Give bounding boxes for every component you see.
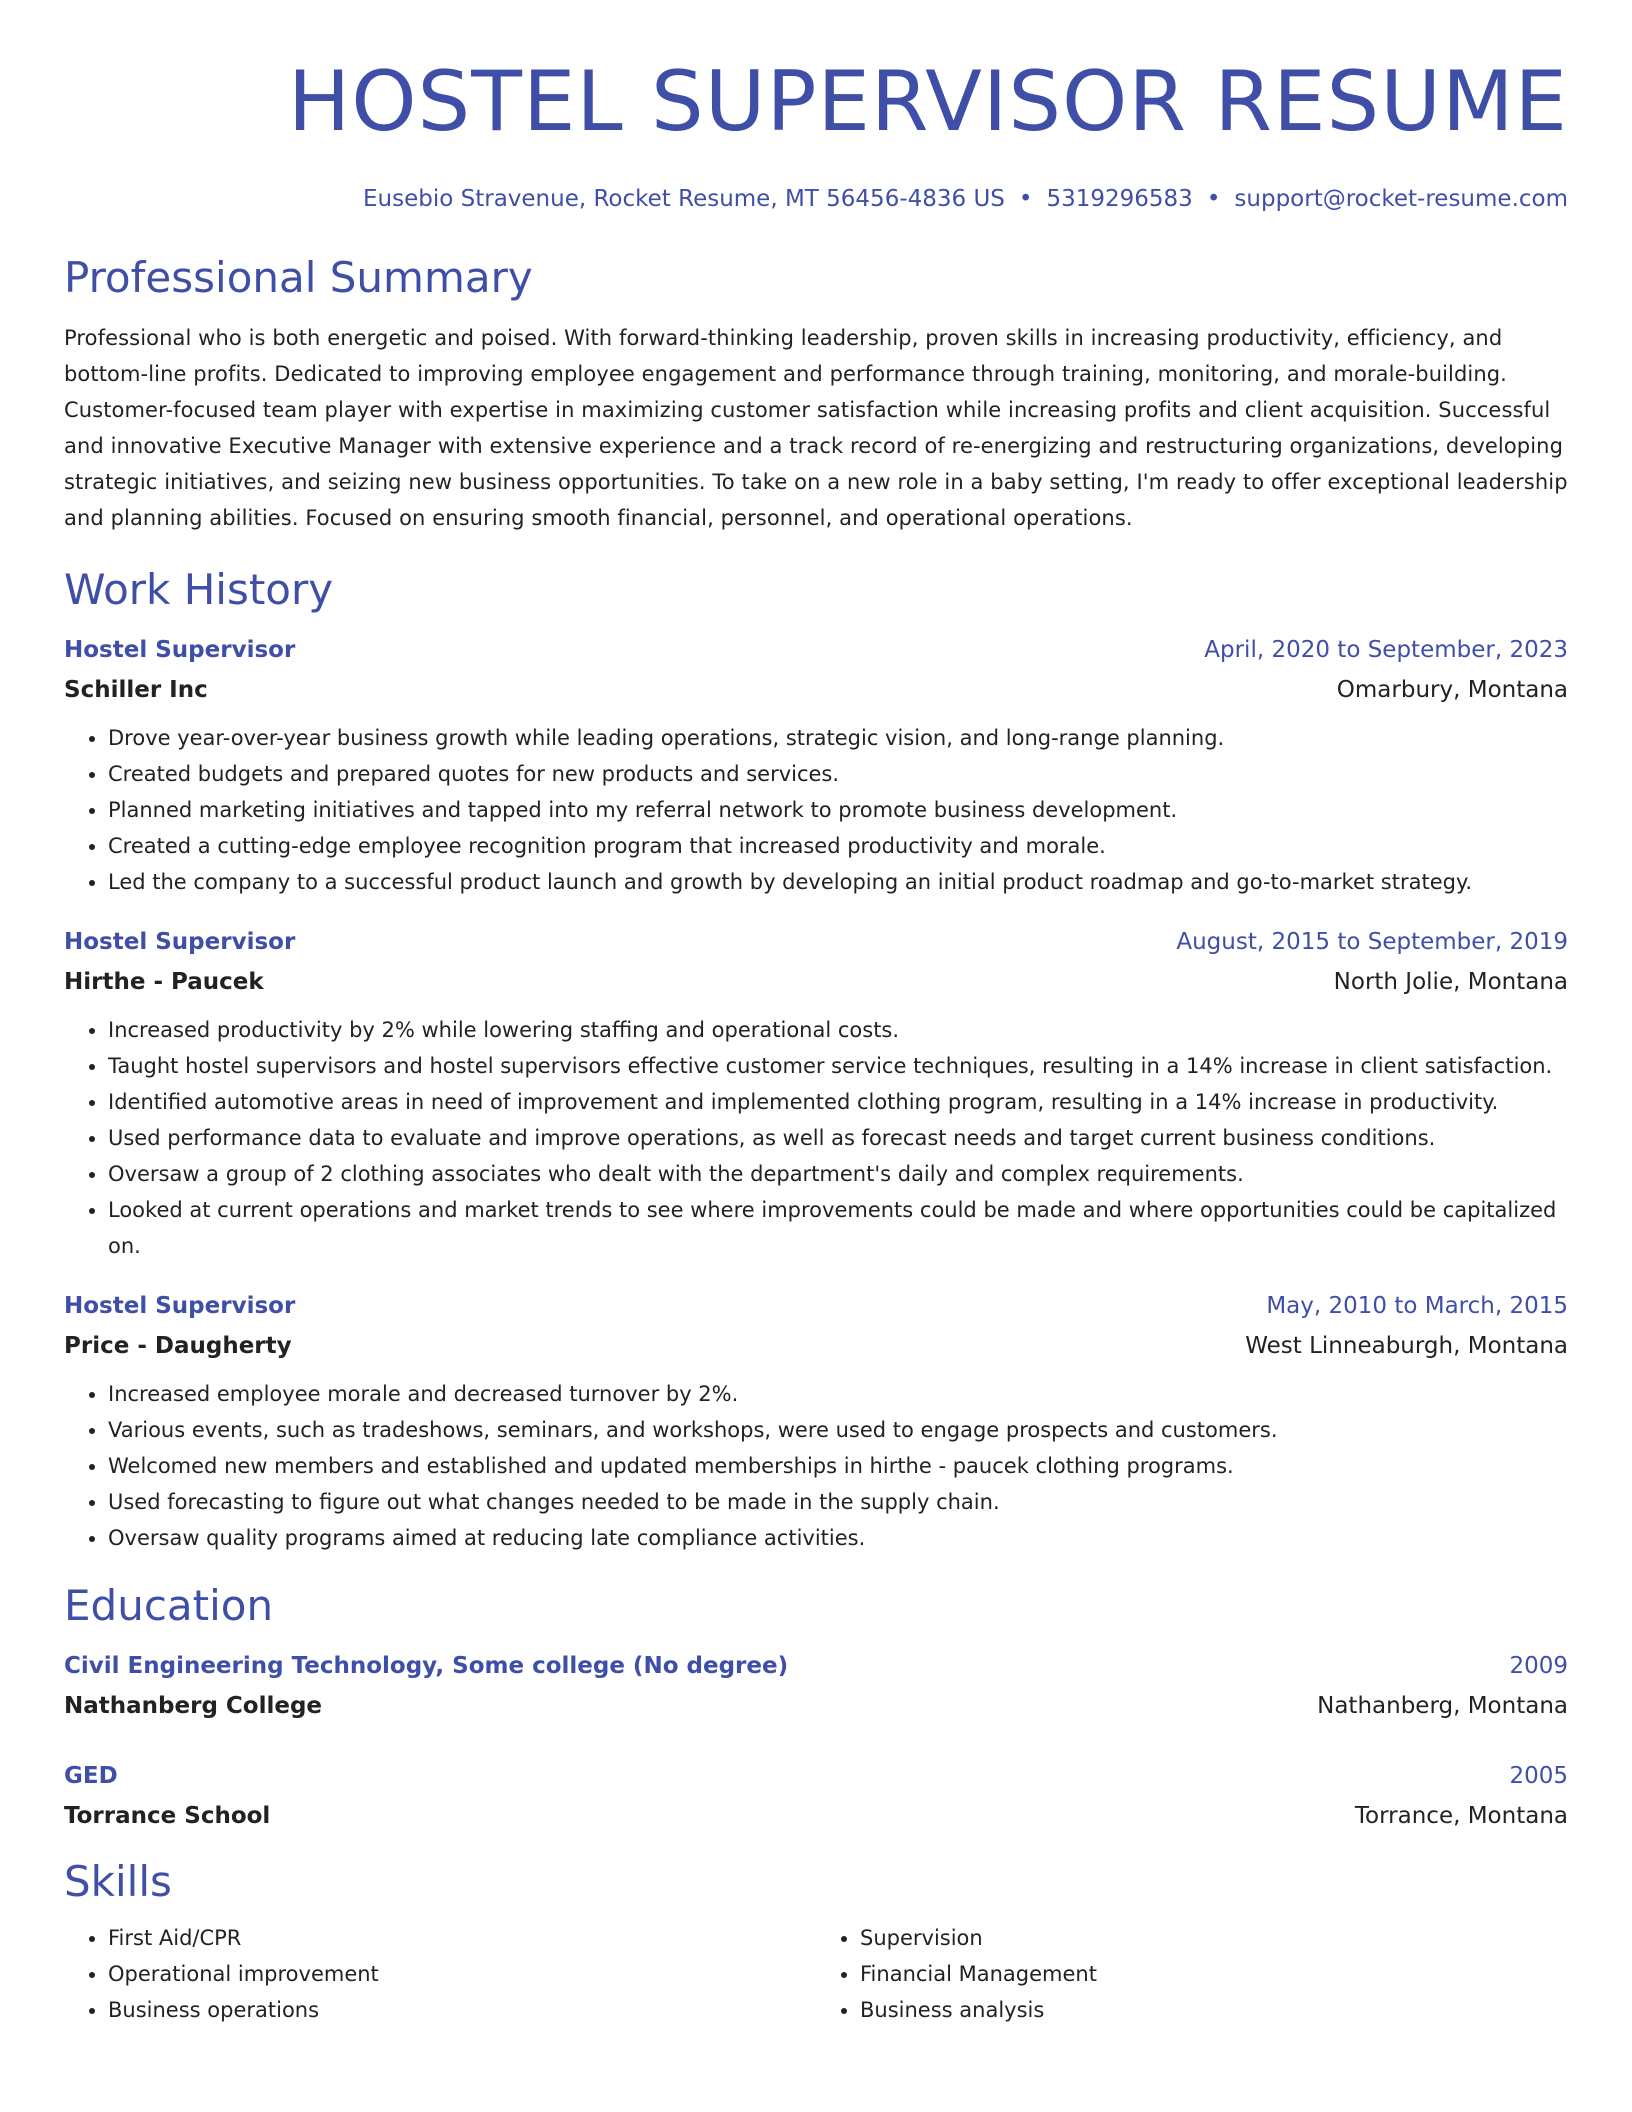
job-location: Omarbury, Montana (1336, 677, 1568, 703)
job-bullet: • Taught hostel supervisors and hostel supervisors effective customer service techniques, resulting in a 14% increase in client satisfaction. (108, 1048, 1568, 1084)
contact-phone: 5319296583 (1046, 186, 1193, 212)
job-bullet: • Led the company to a successful product launch and growth by developing an initial product roadmap and go-to-market strategy. (108, 864, 1568, 900)
resume-title: HOSTEL SUPERVISOR RESUME (287, 53, 1568, 150)
education-entry (64, 1756, 1568, 1836)
job-bullet: • Oversaw quality programs aimed at reducing late compliance activities. (108, 1520, 1568, 1556)
job-entry (64, 922, 1568, 1264)
job-bullet: • Identified automotive areas in need of improvement and implemented clothing program, resulting in a 14% increase in productivity. (108, 1084, 1568, 1120)
job-bullet: • Looked at current operations and market trends to see where improvements could be made and where opportunities could be capitalized on. (108, 1192, 1568, 1264)
contact-line (64, 184, 1568, 214)
education-degree: GED (64, 1763, 118, 1789)
skill-item: • Supervision (860, 1920, 1568, 1956)
contact-address: Eusebio Stravenue, Rocket Resume, MT 56456-4836 US (363, 186, 1005, 212)
skill-item: • Financial Management (860, 1956, 1568, 1992)
education-school: Torrance School (64, 1803, 271, 1829)
job-bullet: • Various events, such as tradeshows, seminars, and workshops, were used to engage prospects and customers. (108, 1412, 1568, 1448)
job-bullet: • Welcomed new members and established and updated memberships in hirthe - paucek clothing programs. (108, 1448, 1568, 1484)
skill-item: • Business operations (108, 1992, 816, 2028)
job-bullet: • Increased productivity by 2% while lowering staffing and operational costs. (108, 1012, 1568, 1048)
education-year: 2009 (1509, 1653, 1568, 1679)
resume-header (64, 0, 1568, 214)
job-entry (64, 630, 1568, 900)
job-company: Price - Daugherty (64, 1333, 292, 1359)
job-entry (64, 1286, 1568, 1556)
skills-list (64, 1920, 1568, 2028)
job-bullet: • Used forecasting to figure out what changes needed to be made in the supply chain. (108, 1484, 1568, 1520)
job-bullet: • Used performance data to evaluate and improve operations, as well as forecast needs and target current business conditions. (108, 1120, 1568, 1156)
skill-item: • Business analysis (860, 1992, 1568, 2028)
education-heading: Education (64, 1581, 274, 1630)
contact-separator: • (1018, 186, 1033, 212)
job-role: Hostel Supervisor (64, 637, 296, 663)
education-location: Torrance, Montana (1354, 1803, 1568, 1829)
job-bullet: • Planned marketing initiatives and tapped into my referral network to promote business development. (108, 792, 1568, 828)
job-role: Hostel Supervisor (64, 929, 296, 955)
contact-email[interactable]: support@rocket-resume.com (1234, 186, 1568, 212)
job-bullet: • Oversaw a group of 2 clothing associates who dealt with the department's daily and complex requirements. (108, 1156, 1568, 1192)
skill-item: • First Aid/CPR (108, 1920, 816, 1956)
job-company: Hirthe - Paucek (64, 969, 264, 995)
job-role: Hostel Supervisor (64, 1293, 296, 1319)
job-bullets (64, 1012, 1568, 1264)
education-year: 2005 (1509, 1763, 1568, 1789)
job-bullets (64, 720, 1568, 900)
education-entry (64, 1646, 1568, 1726)
education-degree: Civil Engineering Technology, Some college (No degree) (64, 1653, 789, 1679)
job-bullet: • Created budgets and prepared quotes for new products and services. (108, 756, 1568, 792)
contact-separator: • (1206, 186, 1221, 212)
skills-column-left (64, 1920, 816, 2028)
job-company: Schiller Inc (64, 677, 208, 703)
skills-heading: Skills (64, 1857, 172, 1906)
skills-column-right (816, 1920, 1568, 2028)
job-bullet: • Created a cutting-edge employee recognition program that increased productivity and morale. (108, 828, 1568, 864)
job-dates: August, 2015 to September, 2019 (1176, 929, 1568, 955)
education-location: Nathanberg, Montana (1317, 1693, 1568, 1719)
summary-text: Professional who is both energetic and poised. With forward-thinking leadership, proven skills in increasing productivity, efficiency, and bottom-line profits. Dedicated to improving employee engagement and performance through training, monitoring, and morale-building. Customer-focused team player with expertise in maximizing customer satisfaction while increasing profits and client acquisition. Successful and innovative Executive Manager with extensive experience and a track record of re-energizing and restructuring organizations, developing strategic initiatives, and seizing new business opportunities. To take on a new role in a baby setting, I'm ready to offer exceptional leadership and planning abilities. Focused on ensuring smooth financial, personnel, and operational operations. (64, 326, 1568, 530)
job-bullet: • Drove year-over-year business growth while leading operations, strategic vision, and long-range planning. (108, 720, 1568, 756)
job-location: West Linneaburgh, Montana (1245, 1333, 1568, 1359)
summary-heading: Professional Summary (64, 253, 533, 302)
work-history-heading: Work History (64, 565, 334, 614)
skill-item: • Operational improvement (108, 1956, 816, 1992)
job-bullets (64, 1376, 1568, 1556)
job-bullet: • Increased employee morale and decreased turnover by 2%. (108, 1376, 1568, 1412)
education-school: Nathanberg College (64, 1693, 323, 1719)
job-dates: April, 2020 to September, 2023 (1204, 637, 1568, 663)
job-location: North Jolie, Montana (1333, 969, 1568, 995)
job-dates: May, 2010 to March, 2015 (1266, 1293, 1568, 1319)
